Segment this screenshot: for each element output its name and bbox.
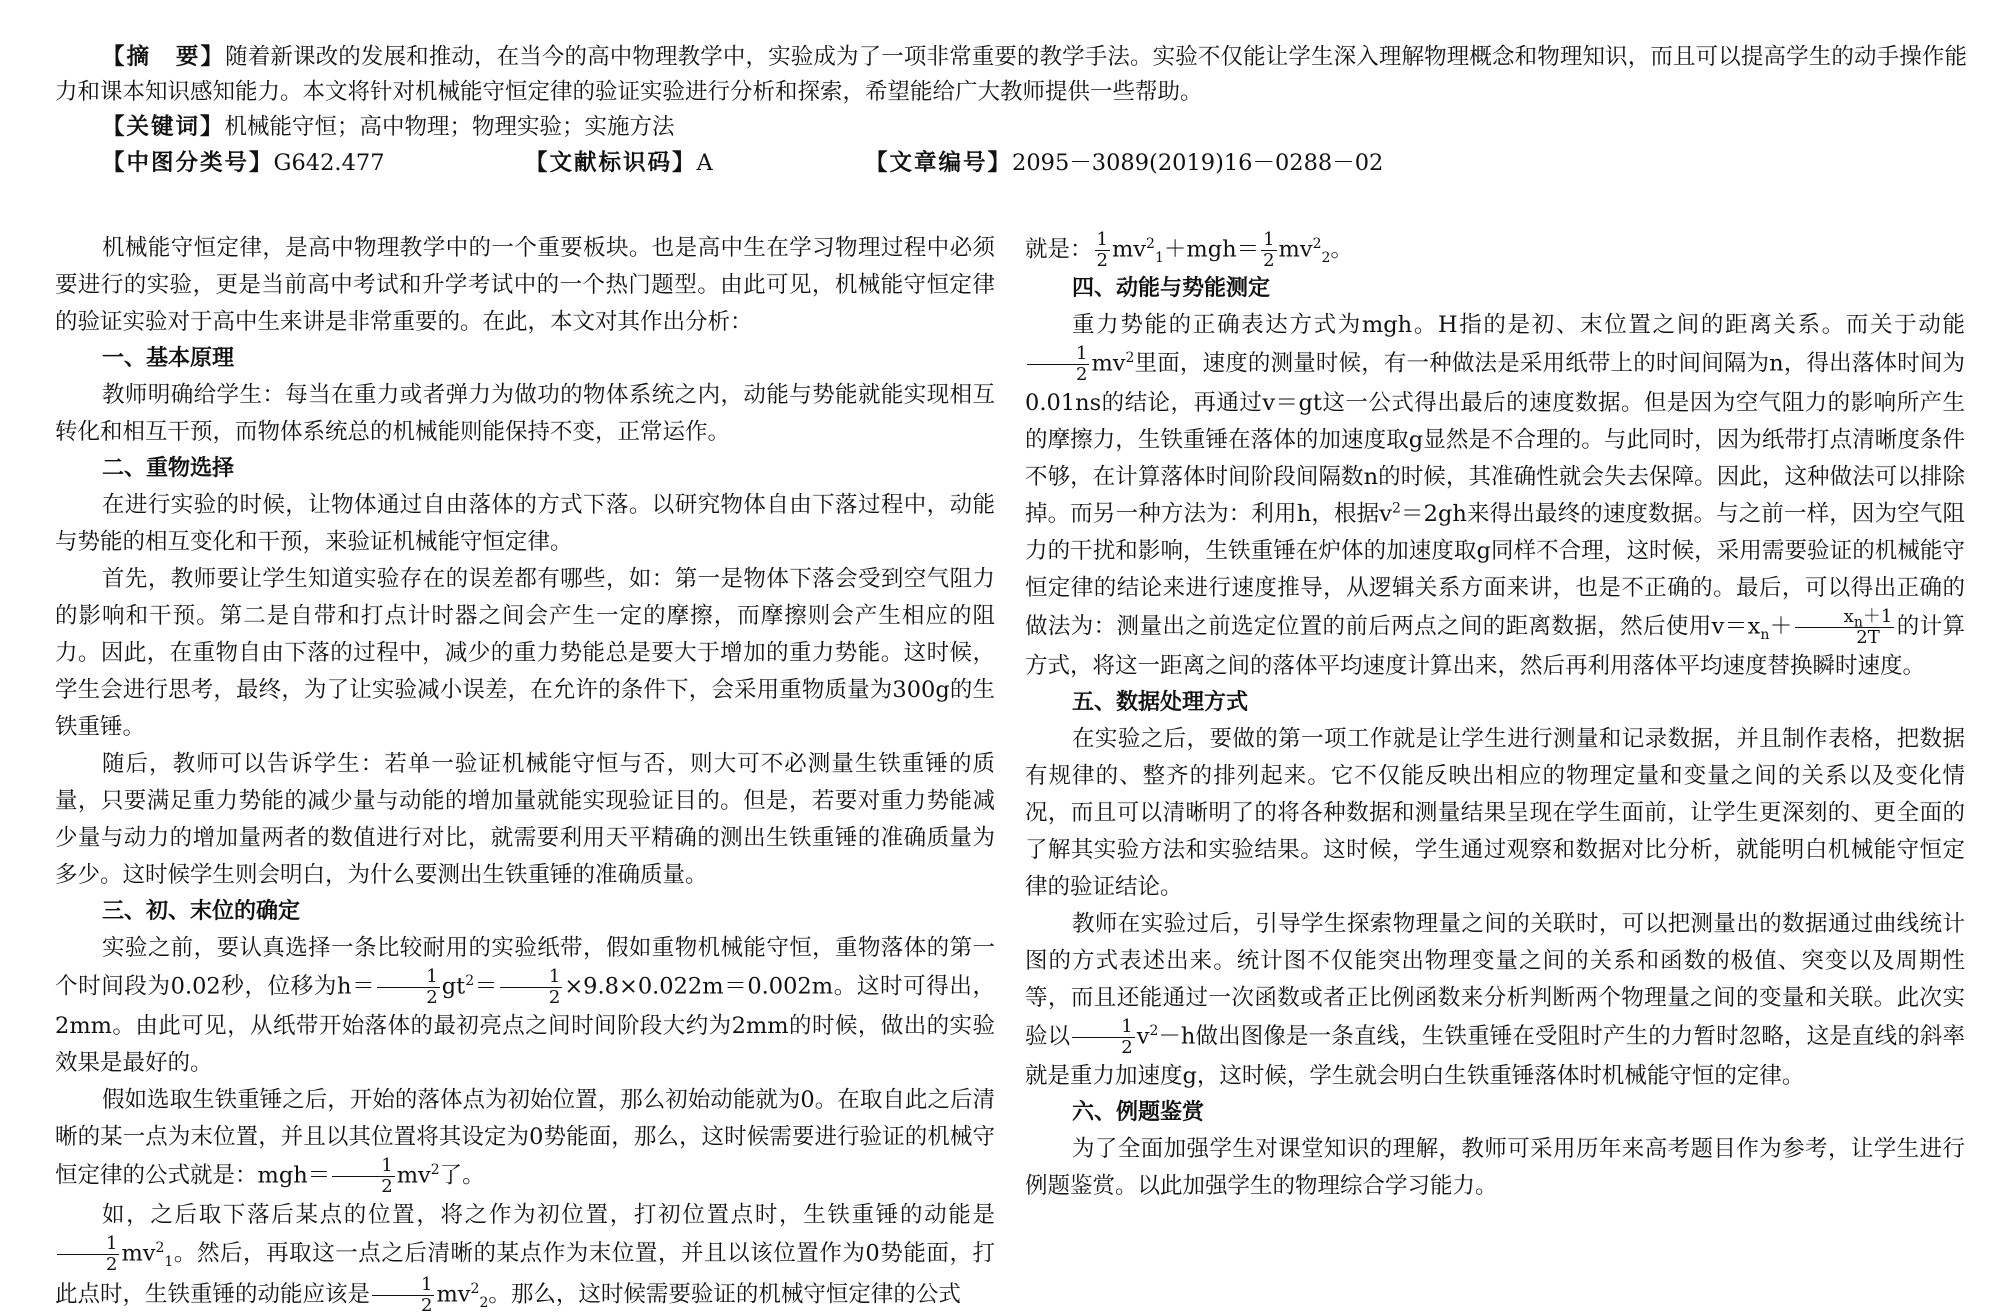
p5b-text-3: －h做出图像是一条直线，生铁重锤在受阻时产生的力暂时忽略，这是直线的斜率就是重力加速度g，这时候，学生就会明白生铁重锤落体时机械能守恒的定律。 [1025, 1023, 1965, 1089]
section-heading-5: 五、数据处理方式 [1072, 690, 1249, 715]
fraction-numerator: 1 [1096, 229, 1108, 250]
subscript: 2 [1321, 250, 1331, 266]
section-heading-6: 六、例题鉴赏 [1072, 1100, 1205, 1125]
fraction-half [500, 967, 562, 1008]
fraction-numerator: 1 [372, 1275, 434, 1296]
p3c-text-2: mv [121, 1240, 156, 1267]
fraction-denominator: 2 [426, 987, 438, 1008]
p3c-text-4: mv [436, 1281, 471, 1308]
section-6-paragraph: 为了全面加强学生对课堂知识的理解，教师可采用历年来高考题目作为参考，让学生进行例题鉴赏。以此加强学生的物理综合学习能力。 [1025, 1136, 1965, 1199]
fraction-half [372, 1275, 434, 1316]
two-column-body [55, 229, 1967, 1316]
section-heading-3: 三、初、末位的确定 [102, 899, 301, 924]
fraction-numerator: 1 [332, 1156, 394, 1177]
fraction-numerator: 1 [1263, 229, 1275, 250]
fraction-half [1261, 230, 1276, 271]
clc-value: G642.477 [273, 150, 385, 176]
p3a-text-1: 实验之前，要认真选择一条比较耐用的实验纸带，假如重物机械能守恒，重物落体的第一个时间段为0.02秒，位移为h＝ [55, 935, 995, 1000]
fraction-half [1027, 344, 1089, 385]
numerator-x: x [1843, 606, 1854, 627]
p3c-text-1: 如，之后取下落后某点的位置，将之作为初位置，打初位置点时，生铁重锤的动能是 [102, 1202, 995, 1228]
fraction-numerator: 1 [57, 1234, 119, 1255]
article-label: 【文章编号】 [865, 150, 1013, 176]
fraction-denominator: 2 [421, 1295, 433, 1316]
subscript: n [1760, 627, 1770, 643]
fraction-half [57, 1234, 119, 1275]
fraction-half [377, 967, 439, 1008]
keywords-text: 机械能守恒；高中物理；物理实验；实施方法 [224, 114, 675, 140]
p3a-text-2: gt [441, 973, 466, 1000]
subscript: 1 [1154, 250, 1164, 266]
section-heading-2: 二、重物选择 [102, 456, 235, 481]
subscript: 1 [164, 1254, 174, 1270]
section-5-paragraph-a: 在实验之后，要做的第一项工作就是让学生进行测量和记录数据，并且制作表格，把数据有规律的、整齐的排列起来。它不仅能反映出相应的物理定量和变量之间的关系以及变化情况，而且可以清晰明了的将各种数据和测量结果呈现在学生面前，让学生更深刻的、更全面的了解其实验方法和实验结果。这时候，学生通过观察和数据对比分析，就能明白机械能守恒定律的验证结论。 [1025, 726, 1965, 900]
p3c-text-3: 。然后，再取这一点之后清晰的某点作为末位置，并且以该位置作为0势能面，打此点时，生铁重锤的动能应该是 [55, 1240, 995, 1308]
fraction-half [1095, 230, 1110, 271]
p3b-text-3: 了。 [439, 1162, 485, 1189]
clc-label: 【中图分类号】 [102, 150, 274, 176]
p3a-text-3: ＝ [474, 973, 498, 1000]
fraction-denominator: 2 [106, 1254, 118, 1275]
p4-text-5: ＋ [1769, 613, 1793, 640]
section-4-paragraph [1025, 307, 1965, 685]
doc-value: A [696, 150, 713, 176]
exponent: 2 [470, 1281, 480, 1297]
p3c-text-5: 。那么，这时候需要验证的机械守恒定律的公式 [488, 1281, 961, 1308]
cont-text-3: ＋mgh＝ [1163, 236, 1260, 263]
abstract-label: 【摘 要】 [102, 44, 226, 70]
abstract-text: 随着新课改的发展和推动，在当今的高中物理教学中，实验成为了一项非常重要的教学手法。实验不仅能让学生深入理解物理概念和物理知识，而且可以提高学生的动手操作能力和课本知识感知能力。本文将针对机械能守恒定律的验证实验进行分析和探索，希望能给广大教师提供一些帮助。 [55, 44, 1967, 105]
cont-text-1: 就是： [1025, 236, 1093, 263]
cont-text-2: mv [1111, 236, 1147, 263]
fraction-denominator: 2 [1263, 250, 1275, 271]
doc-code [525, 146, 713, 181]
article-code [865, 146, 1383, 181]
fraction-denominator: 2 [548, 987, 561, 1008]
section-3-paragraph-a [55, 930, 995, 1082]
fraction-velocity [1795, 607, 1895, 648]
fraction-half [332, 1156, 394, 1197]
abstract [55, 40, 1967, 110]
section-3-paragraph-c [55, 1197, 995, 1316]
numerator-tail: ＋1 [1862, 606, 1893, 627]
exponent: 2 [1125, 350, 1135, 366]
section-heading-1: 一、基本原理 [102, 346, 235, 371]
section-heading-4: 四、动能与势能测定 [1072, 276, 1271, 301]
cont-text-5: 。 [1330, 236, 1353, 263]
fraction-denominator: 2T [1856, 627, 1880, 648]
right-column [1025, 230, 1965, 1205]
section-2-paragraph-a: 在进行实验的时候，让物体通过自由落体的方式下落。以研究物体自由下落过程中，动能与势能的相互变化和干预，来验证机械能守恒定律。 [55, 492, 995, 555]
p4-text-6: 的计算方式，将这一距离之间的落体平均速度计算出来，然后再利用落体平均速度替换瞬时速度。 [1025, 613, 1965, 679]
section-1-paragraph: 教师明确给学生：每当在重力或者弹力为做功的物体系统之内，动能与势能就能实现相互转化和相互干预，而物体系统总的机械能则能保持不变，正常运作。 [55, 382, 995, 445]
p3b-text-2: mv [396, 1162, 431, 1189]
exponent: 2 [430, 1162, 440, 1178]
p4-text-2: mv [1091, 350, 1126, 377]
p5b-text-1: 教师在实验过后，引导学生探索物理量之间的关联时，可以把测量出的数据通过曲线统计图的方式表述出来。统计图不仅能突出物理变量之间的关系和函数的极值、突变以及周期性等，而且还能通过一次函数或者正比例函数来分析判断两个物理量之间的变量和关联。此次实验以 [1025, 911, 1965, 1050]
p3b-text-1: 假如选取生铁重锤之后，开始的落体点为初始位置，那么初始动能就为0。在取自此之后清晰的某一点为末位置，并且以其位置将其设定为0势能面，那么，这时候需要进行验证的机械守恒定律的公式就是：mgh＝ [55, 1087, 995, 1189]
formula-continuation [1025, 230, 1965, 271]
fraction-denominator: 2 [1096, 250, 1108, 271]
p4-text-4: ＝2gh来得出最终的速度数据。与之前一样，因为空气阻力的干扰和影响，生铁重锤在炉体的加速度取g同样不合理，这时候，采用需要验证的机械能守恒定律的结论来进行速度推导，从逻辑关系方面来讲，也是不正确的。最后，可以得出正确的做法为：测量出之前选定位置的前后两点之间的距离数据，然后使用v＝x [1025, 501, 1965, 640]
exponent: 2 [1146, 236, 1155, 252]
fraction-denominator: 2 [1076, 364, 1088, 385]
keywords-label: 【关键词】 [102, 114, 225, 140]
p4-text-1: 重力势能的正确表达方式为mgh。H指的是初、末位置之间的距离关系。而关于动能 [1072, 312, 1965, 338]
p4-text-3: 里面，速度的测量时候，有一种做法是采用纸带上的时间间隔为n，得出落体时间为0.01ns的结论，再通过v＝gt这一公式得出最后的速度数据。但是因为空气阻力的影响所产生的摩擦力，生铁重锤在落体的加速度取g显然是不合理的。与此同时，因为纸带打点清晰度条件不够，在计算落体时间阶段间隔数n的时候，其准确性就会失去保障。因此，这种做法可以排除掉。而另一种方法为：利用h，根据v [1025, 350, 1965, 527]
p5b-text-2: v [1136, 1023, 1150, 1050]
cont-text-4: mv [1278, 236, 1313, 263]
fraction-denominator: 2 [381, 1176, 393, 1197]
clc-code [102, 146, 385, 181]
section-3-paragraph-b [55, 1082, 995, 1197]
intro-paragraph: 机械能守恒定律，是高中物理教学中的一个重要板块。也是高中生在学习物理过程中必须要进行的实验，更是当前高中考试和升学考试中的一个热门题型。由此可见，机械能守恒定律的验证实验对于高中生来讲是非常重要的。在此，本文对其作出分析： [55, 235, 995, 335]
fraction-half [1072, 1017, 1134, 1058]
fraction-numerator: 1 [1072, 1017, 1134, 1038]
exponent: 2 [1391, 500, 1401, 517]
section-2-paragraph-b: 首先，教师要让学生知道实验存在的误差都有哪些，如：第一是物体下落会受到空气阻力的影响和干预。第二是自带和打点计时器之间会产生一定的摩擦，而摩擦则会产生相应的阻力。因此，在重物自由下落的过程中，减少的重力势能总是要大于增加的重力势能。这时候，学生会进行思考，最终，为了让实验减小误差，在允许的条件下，会采用重物质量为300g的生铁重锤。 [55, 566, 995, 740]
exponent: 2 [1312, 236, 1322, 252]
article-value: 2095－3089(2019)16－0288－02 [1012, 150, 1384, 176]
exponent: 2 [1149, 1023, 1159, 1039]
paper-page [55, 40, 1967, 1316]
fraction-numerator: 1 [1027, 344, 1089, 365]
keywords [55, 110, 1967, 145]
fraction-numerator [1795, 606, 1895, 631]
subscript: 2 [479, 1295, 489, 1311]
fraction-numerator: 1 [500, 967, 562, 988]
fraction-denominator: 2 [1121, 1037, 1133, 1058]
p3a-text-4: ×9.8×0.022m＝0.002m。这时可得出，2mm。由此可见，从纸带开始落体的最初亮点之间时间阶段大约为2mm的时候，做出的实验效果是最好的。 [55, 973, 995, 1076]
left-column [55, 230, 995, 1316]
section-5-paragraph-b [1025, 906, 1965, 1095]
subscript: n [1853, 614, 1863, 631]
classification-row [55, 146, 1967, 182]
fraction-numerator: 1 [377, 967, 439, 988]
section-2-paragraph-c: 随后，教师可以告诉学生：若单一验证机械能守恒与否，则大可不必测量生铁重锤的质量，只要满足重力势能的减少量与动能的增加量就能实现验证目的。但是，若要对重力势能减少量与动力的增加量两者的数值进行对比，就需要利用天平精确的测出生铁重锤的准确质量为多少。这时候学生则会明白，为什么要测出生铁重锤的准确质量。 [55, 751, 995, 888]
exponent: 2 [465, 973, 475, 989]
exponent: 2 [155, 1240, 165, 1256]
doc-label: 【文献标识码】 [525, 150, 697, 176]
